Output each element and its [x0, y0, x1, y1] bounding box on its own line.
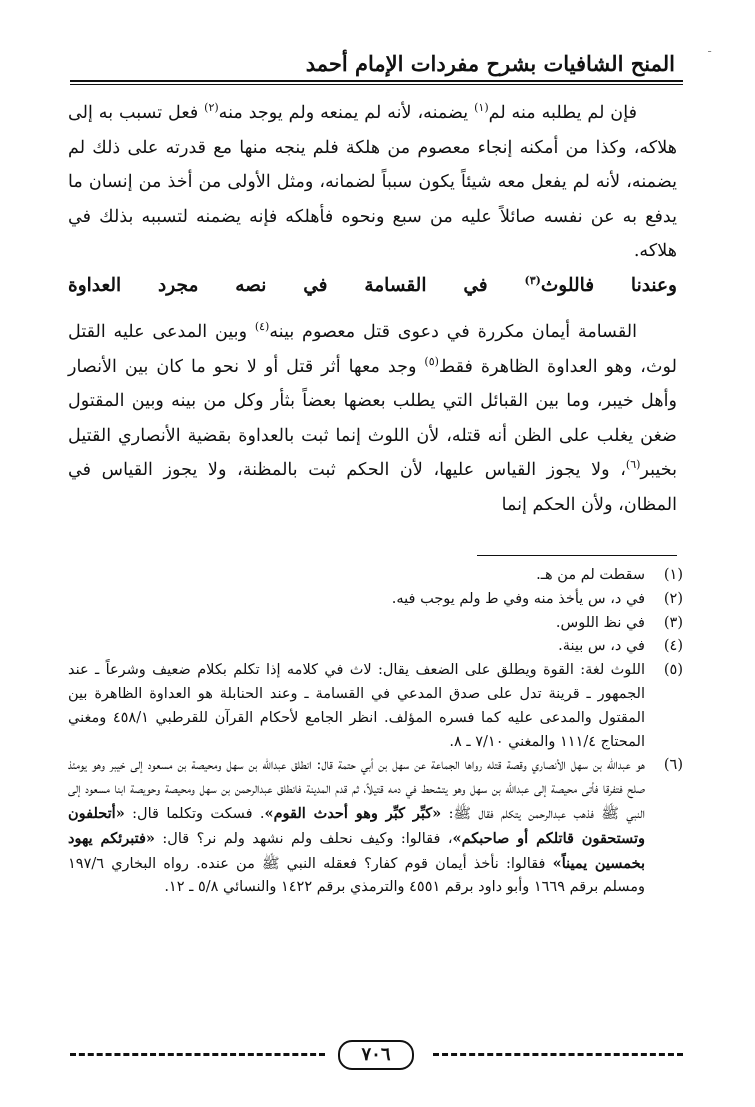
footnote: [68, 588, 683, 612]
footer-dashed-rule: [433, 1053, 683, 1056]
corner-mark: ـ: [708, 44, 711, 55]
text-run: وبين المدعى عليه القتل لوث، وهو العداوة الظاهرة فقط: [68, 322, 677, 377]
text-run: ، ولا يجوز القياس عليها، لأن الحكم ثبت بالمظنة، ولا يجوز القياس في المظان، ولأن الحكم إنما: [68, 460, 677, 515]
footnote-number: (٤): [663, 638, 683, 655]
footnote-ref: (٣): [524, 273, 541, 287]
footnote: [68, 635, 683, 659]
heading-text: في القسامة في نصه مجرد العداوة: [68, 274, 525, 296]
footnote-separator: [477, 555, 677, 556]
footnote-ref: (٢): [204, 101, 219, 115]
footnote-ref: (٥): [424, 354, 439, 368]
footnote-ref: (١): [474, 101, 489, 115]
text-run: فقالوا: نأخذ أيمان قوم كفار؟ فعقله النبي ﷺ من عنده. رواه البخاري ١٩٧/٦ ومسلم برقم ١٦٦٩ وأبو داود برقم ٤٥٥١ والترمذي برقم ١٤٢٢ والنسائي ٥/٨ ـ ١٢.: [68, 855, 645, 896]
paragraph-2: [68, 315, 677, 522]
text-run: فإن لم يطلبه منه لم: [488, 103, 638, 123]
running-header-title: المنح الشافيات بشرح مفردات الإمام أحمد: [305, 51, 675, 76]
text-run: ، فقالوا: وكيف نحلف ولم نشهد ولم نر؟ قال:: [154, 830, 453, 847]
main-text: [68, 96, 677, 522]
text-run: . فسكت وتكلما قال:: [124, 805, 265, 822]
text-run: وجد معها أثر قتل أو لا نحو ما كان بين الأنصار وأهل خيبر، وما بين القبائل التي يطلب بعضها بعضاً بثأر وكل من بينه وبين المقتول ضغن يغلب على الظن أنه قتله، لأن اللوث إنما ثبت بالعداوة بقضية الأنصاري القتيل بخيبر: [68, 356, 677, 480]
header-rule-thin: [70, 84, 683, 85]
footnote-text: اللوث لغة: القوة ويطلق على الضعف يقال: لاث في كلامه إذا تكلم بكلام ضعيف وشرعاً ـ عند الجمهور ـ قرينة تدل على صدق المدعي في القسامة ـ وعند الحنابلة هو العداوة الظاهرة بين المقتول والمدعى عليه كما فسره المؤلف. انظر الجامع لأحكام القرآن للقرطبي ٤٥٨/١ ومغني المحتاج ١١١/٤ والمغني ٧/١٠ ـ ٨.: [68, 662, 645, 750]
header-rule: [70, 80, 683, 82]
footnote-number: (٥): [663, 662, 683, 679]
footnote-text: في د، س بينة.: [558, 638, 645, 655]
paragraph-1: [68, 96, 677, 269]
page-footer: [70, 1040, 683, 1068]
hadith-quote: «كبِّر كبِّر وهو أحدث القوم»: [264, 804, 442, 822]
footnote-number: (٢): [663, 590, 683, 607]
footnote-ref: (٤): [254, 320, 270, 334]
footnotes: [68, 564, 683, 900]
text-run: فعل تسبب به إلى هلاكه، وكذا من أمكنه إنجاء معصوم من هلكة فلم ينجه منها مع قدرته على ذلك لم يضمنه، لأنه لم يفعل معه شيئاً يكون سبباً لضمانه، ومثل الأولى من أخذ من إنسان ما يدفع به عن نفسه صائلاً عليه من سبع ونحوه فأهلكه فإنه يضمنه لتسببه بذلك في هلاكه.: [68, 103, 677, 261]
hadith-quote: «أتحلفون وتستحقون قاتلكم أو صاحبكم»: [68, 804, 645, 847]
hadith-quote: «فتبرئكم يهود بخمسين يميناً»: [68, 829, 646, 872]
footnote-text: في د، س يأخذ منه وفي ط ولم يوجب فيه.: [391, 590, 645, 607]
footer-dashed-rule: [70, 1053, 325, 1056]
footnote-text: في نظ اللوس.: [555, 614, 645, 631]
footnote: [68, 612, 683, 636]
heading-text: وعندنا فاللوث: [540, 274, 677, 296]
footnote-text: سقطت لم من هـ.: [536, 567, 645, 583]
text-run: هو عبدالله بن سهل الأنصاري وقصة قتله رواها الجماعة عن سهل بن أبي حتمة قال: انطلق عبدالله بن سهل ومحيصة بن مسعود إلى خيبر وهو يومئذ صلح فتفرقا فأتى محيصة إلى عبدالله بن سهل وهو يتشحط في دمه قتيلاً، ثم قدم المدينة فانطلق عبدالرحمن بن سهل ومحيصة وحويصة ابنا مسعود إلى النبي ﷺ فذهب عبدالرحمن يتكلم فقال ﷺ:: [68, 757, 645, 822]
section-heading: [68, 269, 677, 304]
footnote-number: (٣): [663, 614, 683, 631]
page-number: ٧٠٦: [338, 1040, 414, 1070]
footnote-ref: (٦): [625, 458, 641, 472]
footnote-text: [68, 754, 645, 900]
footnote-number: (٦): [663, 757, 683, 774]
footnote: [68, 659, 683, 754]
footnote: [68, 754, 683, 900]
text-run: القسامة أيمان مكررة في دعوى قتل معصوم بينه: [269, 322, 637, 342]
footnote: [68, 564, 683, 588]
text-run: يضمنه، لأنه لم يمنعه ولم يوجد منه: [218, 103, 475, 123]
footnote-number: (١): [663, 567, 683, 583]
